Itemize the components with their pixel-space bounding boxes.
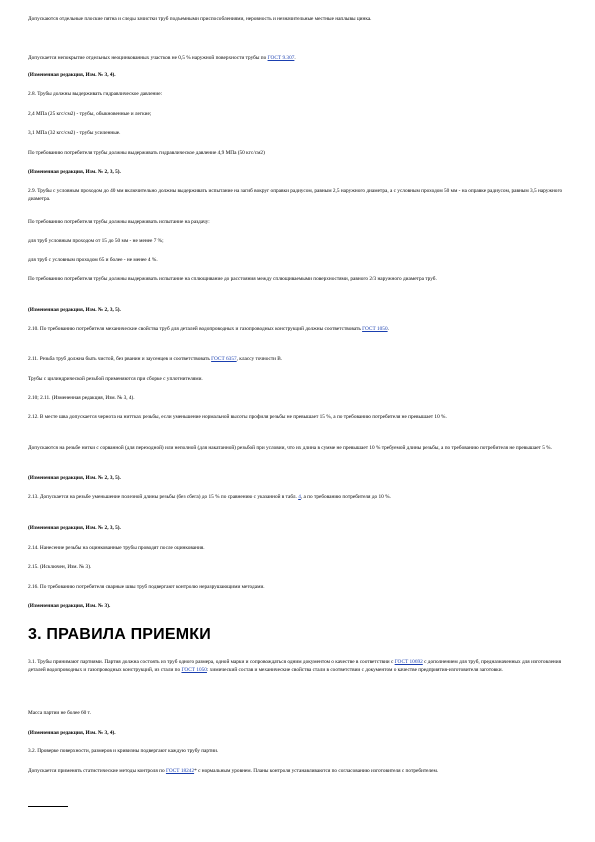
text-run: 2.10. По требованию потребителя механические свойства труб для деталей водопроводных и газопроводных конструкций должны соответствовать bbox=[28, 326, 363, 332]
paragraph: 3.2. Проверке поверхности, размеров и кривизны подвергают каждую трубу партии. bbox=[28, 748, 219, 754]
revision-note: (Измененная редакция, Изм. № 3). bbox=[28, 603, 111, 609]
text-run: 2.11. Резьба труб должна быть чистой, без рванин и заусенцев и соответствовать bbox=[28, 356, 212, 362]
text-run: * с нормальным уровнем. Планы контроля устанавливаются по согласованию изготовителя с потребителем. bbox=[194, 768, 439, 774]
text-run: , а по требованию потребителя до 10 %. bbox=[300, 494, 391, 500]
text-run: с дополнением для труб, предназначенных для изготовления деталей водопроводных и газопроводных конструкций, из стали по bbox=[28, 659, 562, 673]
paragraph: 2.14. Нанесение резьбы на оцинкованные трубы проводят после оцинкования. bbox=[28, 545, 205, 551]
paragraph bbox=[28, 494, 573, 502]
paragraph: По требованию потребителя трубы должны выдерживать испытание на сплющивание до расстояния между сплющиваемыми поверхностями, равного 2/3 наружного диаметра труб. bbox=[28, 276, 437, 282]
footnote-divider bbox=[28, 806, 68, 807]
paragraph: По требованию потребителя трубы должны выдерживать гидравлическое давление 4,9 МПа (50 кгс/см2) bbox=[28, 150, 265, 156]
revision-note: (Измененная редакция, Изм. № 2, 3, 5). bbox=[28, 307, 121, 313]
link-table-4[interactable]: 4 bbox=[298, 494, 301, 500]
revision-note: (Измененная редакция, Изм. № 2, 3, 5). bbox=[28, 525, 121, 531]
paragraph bbox=[28, 659, 573, 674]
paragraph bbox=[28, 356, 573, 364]
paragraph: 2.16. По требованию потребителя сварные швы труб подвергают контролю неразрушающими методами. bbox=[28, 584, 265, 590]
paragraph: По требованию потребителя трубы должны выдерживать испытание на раздачу: bbox=[28, 219, 210, 225]
revision-note: (Измененная редакция, Изм. № 2, 3, 5). bbox=[28, 475, 121, 481]
link-gost-1050[interactable]: ГОСТ 1050 bbox=[181, 666, 207, 673]
revision-note: 2.10; 2.11. (Измененная редакция, Изм. № 3, 4). bbox=[28, 395, 135, 401]
text-run: , классу точности В. bbox=[236, 356, 283, 362]
text-run: Допускается непокрытие отдельных неоцинкованных участков не bbox=[28, 55, 179, 61]
paragraph bbox=[28, 768, 573, 776]
paragraph: 2.12. В месте шва допускается чернота на ниттках резьбы, если уменьшение нормальной высоты профиля резьбы не превышает 15 %, а по требованию потребителя не превышает 10 %. bbox=[28, 414, 447, 420]
revision-note: (Измененная редакция, Изм. № 2, 3, 5). bbox=[28, 169, 121, 175]
paragraph: Допускаются отдельные плоские пятна и следы зачистки труб подъемными приспособлениями, неровность и незначительные местные наплывы цинка. bbox=[28, 16, 372, 22]
paragraph bbox=[28, 326, 573, 334]
link-gost-6357[interactable]: ГОСТ 6357 bbox=[211, 356, 237, 362]
text-run: наружной поверхности трубы по bbox=[190, 55, 268, 61]
paragraph: 2.15. (Исключен, Изм. № 3). bbox=[28, 564, 92, 570]
paragraph: 2,4 МПа (25 кгс/см2) - трубы, обыкновенные и легкие; bbox=[28, 111, 152, 117]
text-run: Допускается применять статистические методы контроля по bbox=[28, 768, 166, 774]
text-run: 0,5 % bbox=[178, 55, 191, 61]
text-run: . bbox=[387, 326, 389, 332]
link-gost-10692[interactable]: ГОСТ 10692 bbox=[394, 659, 423, 665]
paragraph: Трубы с цилиндрической резьбой применяются при сборке с уплотнителями. bbox=[28, 376, 203, 382]
paragraph bbox=[28, 55, 573, 63]
revision-note: (Измененная редакция, Изм. № 3, 4). bbox=[28, 72, 116, 78]
link-gost-1050[interactable]: ГОСТ 1050 bbox=[362, 326, 388, 332]
text-run: 3.1. Трубы принимают партиями. Партия должна состоять из труб одного размера, одной марки и сопровождаться одним документом о качестве в соответствии с bbox=[28, 659, 395, 665]
link-gost-9-307[interactable]: ГОСТ 9.307 bbox=[267, 55, 295, 61]
link-gost-18242[interactable]: ГОСТ 18242 bbox=[165, 768, 195, 774]
text-run: : химический состав и механические свойства стали в соответствии с документом о качестве предприятия-изготовителя заготовки. bbox=[206, 666, 503, 673]
text-run: 2.13. Допускается на резьбе уменьшение полезной длины резьбы (без сбега) до 15 % по сравнению с указанной в табл. bbox=[28, 494, 299, 500]
paragraph: для труб условным проходом от 15 до 50 мм - не менее 7 %; bbox=[28, 238, 164, 244]
paragraph: Масса партии не более 60 т. bbox=[28, 710, 91, 716]
paragraph: Допускаются на резьбе нитки с сорванной (для переходной) или неполной (для накатанной) резьбой при условии, что их длина в сумме не превышает 10 % требуемой длины резьбы, а по требованию потребителя не превышает 5 %. bbox=[28, 445, 552, 451]
section-heading: 3. ПРАВИЛА ПРИЕМКИ bbox=[28, 626, 211, 643]
paragraph: 2.9. Трубы с условным проходом до 40 мм включительно должны выдерживать испытание на загиб вокруг оправки радиусом, равным 2,5 наружного диаметра, а с условным проходом 50 мм - на оправке радиусом, равным 3,5 наружного диаметра. bbox=[28, 188, 563, 202]
text-run: . bbox=[294, 55, 296, 61]
paragraph: 3,1 МПа (32 кгс/см2) - трубы усиленные. bbox=[28, 130, 121, 136]
paragraph: для труб с условным проходом 65 и более - не менее 4 %. bbox=[28, 257, 158, 263]
paragraph: 2.8. Трубы должны выдерживать гидравлическое давление: bbox=[28, 91, 163, 97]
revision-note: (Измененная редакция, Изм. № 3, 4). bbox=[28, 730, 116, 736]
